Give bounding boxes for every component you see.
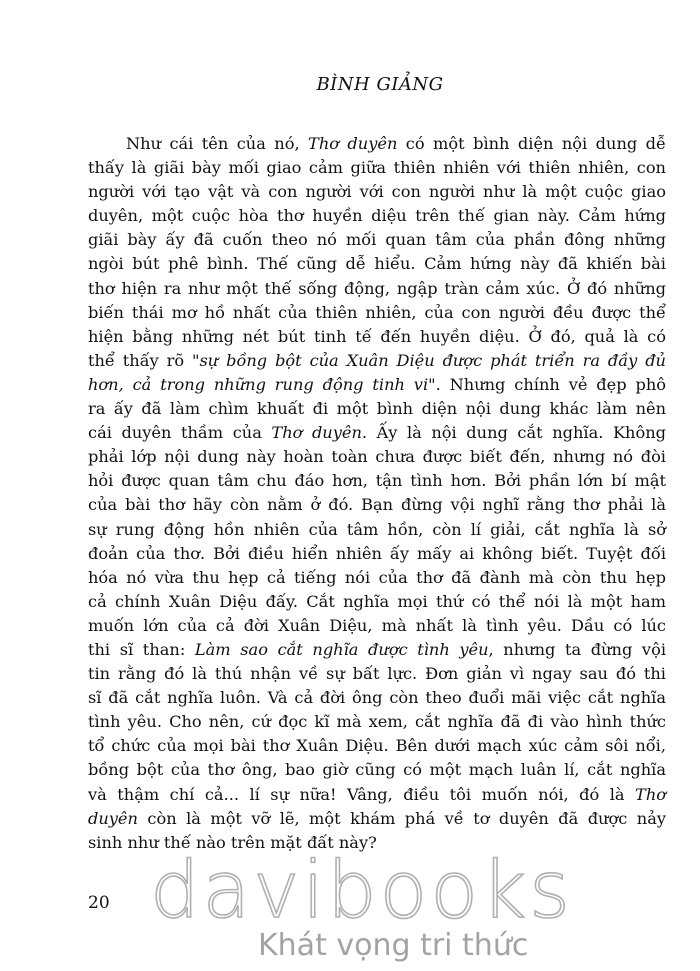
text-segment: sự rung động hồn nhiên của tâm hồn, còn lí giải, cắt nghĩa là sở (88, 519, 666, 539)
text-line (88, 277, 666, 301)
text-line (88, 518, 666, 542)
text-line (88, 421, 666, 445)
text-segment: của bài thơ hãy còn nằm ở đó. Bạn đừng vội nghĩ rằng thơ phải là (88, 495, 666, 515)
text-segment: sĩ đã cắt nghĩa luôn. Và cả đời ông còn theo đuổi mãi việc cắt nghĩa (88, 688, 666, 708)
text-segment: sinh như thế nào trên mặt đất này? (88, 832, 377, 852)
text-segment: đoản của thơ. Bởi điều hiển nhiên ấy mấy ai không biết. Tuyệt đối (88, 543, 666, 563)
text-segment: bồng bột của thơ ông, bao giờ cũng có một mạch luân lí, cắt nghĩa (88, 760, 666, 780)
text-line (88, 783, 666, 807)
text-line (88, 204, 666, 228)
italic-segment: Thơ duyên (271, 423, 362, 443)
text-line (88, 566, 666, 590)
text-line (88, 758, 666, 782)
section-heading: BÌNH GIẢNG (316, 74, 444, 95)
text-line (88, 180, 666, 204)
text-segment: người với tạo vật và con người với con người như là một cuộc giao (88, 182, 666, 202)
text-segment: thấy là giãi bày mối giao cảm giữa thiên nhiên với thiên nhiên, con (88, 158, 666, 178)
text-line (88, 397, 666, 421)
italic-segment: Làm sao cắt nghĩa được tình yêu (194, 639, 489, 659)
text-segment: biến thái mơ hồ nhất của thiên nhiên, của con người đều được thể (88, 302, 666, 322)
italic-segment: Thơ (635, 784, 666, 804)
text-segment: còn là một vỡ lẽ, một khám phá về tơ duyên đã được nảy (137, 808, 666, 828)
body-paragraph (88, 132, 666, 855)
text-line (88, 228, 666, 252)
text-segment: có một bình diện nội dung dễ (397, 134, 666, 153)
text-line (88, 710, 666, 734)
text-segment: thể thấy rõ (88, 350, 193, 370)
text-segment: , nhưng ta đừng vội (488, 639, 666, 659)
text-segment: tình yêu. Cho nên, cứ đọc kĩ mà xem, cắt nghĩa đã đi vào hình thức (88, 712, 666, 732)
text-segment: tin rằng đó là thú nhận về sự bất lực. Đơn giản vì ngay sau đó thi (88, 664, 666, 684)
text-line (88, 252, 666, 276)
text-line (88, 542, 666, 566)
text-line (88, 614, 666, 638)
text-segment: . Nhưng chính vẻ đẹp phô (435, 374, 667, 394)
text-segment: hiện bằng những nét bút tinh tế đến huyền diệu. Ở đó, quả là có (88, 326, 666, 346)
text-segment: duyên, một cuộc hòa thơ huyền diệu trên thế gian này. Cảm hứng (88, 206, 666, 226)
italic-segment: hơn, cả trong những rung động tinh vi" (88, 374, 436, 394)
text-line (88, 445, 666, 469)
text-line (88, 686, 666, 710)
text-line (88, 301, 666, 325)
text-line (88, 734, 666, 758)
text-segment: cái duyên thầm của (88, 423, 272, 443)
text-segment: thơ hiện ra như một thế sống động, ngập tràn cảm xúc. Ở đó những (88, 278, 666, 298)
text-line (88, 156, 666, 180)
text-segment: cả chính Xuân Diệu đấy. Cắt nghĩa mọi thứ có thể nói là một ham (88, 591, 666, 611)
text-line (88, 325, 666, 349)
text-segment: hỏi được quan tâm chu đáo hơn, tận tình hơn. Bởi phần lớn bí mật (88, 471, 666, 491)
text-line (88, 590, 666, 614)
text-segment: giãi bày ấy đã cuốn theo nó mối quan tâm của phần đông những (88, 230, 666, 250)
text-segment: tổ chức của mọi bài thơ Xuân Diệu. Bên dưới mạch xúc cảm sôi nổi, (88, 736, 666, 756)
text-line (88, 349, 666, 373)
text-segment: hóa nó vừa thu hẹp cả tiếng nói của thơ đã đành mà còn thu hẹp (88, 567, 666, 587)
text-segment: . Ấy là nội dung cắt nghĩa. Không (361, 423, 666, 443)
text-segment: thi sĩ than: (88, 639, 195, 659)
text-line (88, 638, 666, 662)
text-segment: muốn lớn của cả đời Xuân Diệu, mà nhất là tình yêu. Dầu có lúc (88, 615, 666, 635)
text-segment: ra ấy đã làm chìm khuất đi một bình diện nội dung khác làm nên (88, 399, 666, 419)
text-line (88, 469, 666, 493)
text-line (88, 132, 666, 156)
text-segment: ngòi bút phê bình. Thế cũng dễ hiểu. Cảm hứng này đã khiến bài (88, 254, 666, 274)
italic-segment: "sự bồng bột của Xuân Diệu được phát triển ra đầy đủ (192, 350, 666, 370)
text-line (88, 807, 666, 831)
text-line (88, 373, 666, 397)
italic-segment: duyên (88, 808, 138, 828)
watermark-tagline: Khát vọng tri thức (258, 928, 529, 963)
italic-segment: Thơ duyên (308, 134, 398, 153)
text-line (88, 493, 666, 517)
text-segment: và thậm chí cả... lí sự nữa! Vâng, điều tôi muốn nói, đó là (88, 784, 636, 804)
text-segment: phải lớp nội dung này hoàn toàn chưa được biết đến, nhưng nó đòi (88, 447, 666, 467)
watermark-logo: davibooks (150, 846, 573, 936)
page-number: 20 (88, 893, 110, 913)
text-segment: Như cái tên của nó, (126, 134, 309, 153)
text-line (88, 662, 666, 686)
